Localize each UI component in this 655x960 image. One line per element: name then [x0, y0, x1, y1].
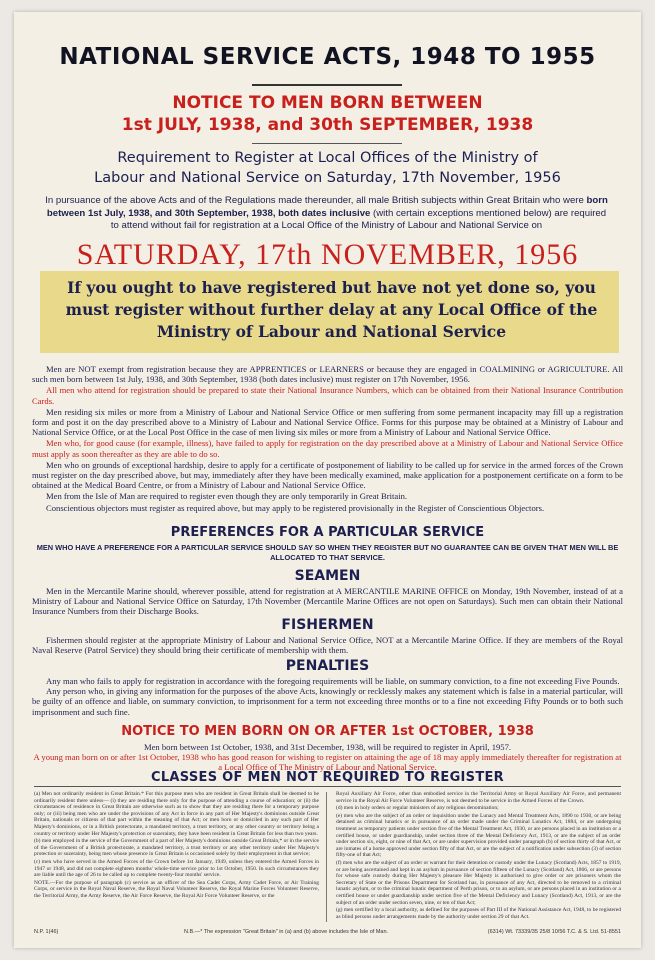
- intro-text-a: In pursuance of the above Acts and of the Regulations made thereunder, all male British subjects within Great Britain who were: [45, 195, 587, 206]
- preferences-text: MEN WHO HAVE A PREFERENCE FOR A PARTICULAR SERVICE SHOULD SAY SO WHEN THEY REGISTER BUT NO GUARANTEE CAN BE GIVEN THAT MEN WILL BE ALLOCATED TO THAT SERVICE.: [36, 543, 619, 562]
- penalties-heading: PENALTIES: [285, 658, 370, 674]
- fishermen-text: [32, 635, 623, 655]
- class-item: (g) men certified by a local authority, as defined for the purposes of Part III of the National Assistance Act, 1948, to be registered as blind persons under arrangements made by the authority under section 29 of that Act.: [336, 907, 621, 920]
- notice-divider: [252, 143, 402, 144]
- paragraph: Men who on grounds of exceptional hardship, desire to apply for a certificate of postponement of liability to be called up for service in the armed forces of the Crown must register on the day prescribed above, but may, immediately after they have been medically examined, make application for a postponement certificate on a form to be obtained at the Medical Board Centre, or from a Ministry of Labour and National Service Office.: [32, 459, 623, 491]
- registration-date: SATURDAY, 17th NOVEMBER, 1956: [76, 238, 579, 271]
- notice2-text: [32, 742, 623, 773]
- classes-heading: CLASSES OF MEN NOT REQUIRED TO REGISTER: [150, 770, 504, 785]
- title-divider: [252, 84, 402, 86]
- paragraph-red: All men who attend for registration should be prepared to state their National Insurance Numbers, which can be obtained from their National Insurance Contribution Cards.: [32, 385, 623, 406]
- class-item: (c) men who have served in the Armed Forces of the Crown before 1st January, 1949, unless they entered the Armed Forces in 1947 or 1948, and did not complete eighteen months' whole-time service prior to 1st October, 1950. In such circumstances they are liable until the age of 26 to be called up to complete twenty-four months' service.: [34, 858, 319, 879]
- class-item: (b) men employed in the service of the Government of a part of Her Majesty's dominions outside Great Britain,* or in the service of the Government of a British protectorate, a mandated territory, a trust territory or any other territory under Her Majesty's protection or suzerainty, being men whose presence in Great Britain is occasioned solely by their employment in that service;: [34, 838, 319, 858]
- poster: [14, 12, 641, 948]
- seamen-paragraph: Men in the Mercantile Marine should, wherever possible, attend for registration at A MERCANTILE MARINE OFFICE on Monday, 19th November, instead of at a Ministry of Labour and National Service Office on Saturday, 17th November (Mercantile Marine Offices are not open on Saturdays). Such men can obtain their National Insurance Numbers from their Discharge Books.: [32, 586, 623, 617]
- class-item: (e) men who are the subject of an order or inquisition under the Lunacy and Mental Treatment Acts, 1890 to 1930, or are being detained as criminal lunatics or in pursuance of an order made under the Criminal Lunatics Act, 1884, or are undergoing treatment as temporary patients under section five of the Mental Treatment Act, 1930, or are persons placed in an institution or a certified house, or under guardianship, under section three of the Mental Deficiency Act, 1913, or are the subject of an order under section six, eight, or nine of that Act, or are under supervision provided under paragraph (b) of section thirty of that Act, or are inmates of a home approved under section fifty of that Act, or are the subject of a notification under subsection (3) of section fifty-one of that Act;: [336, 812, 621, 859]
- seamen-text: [32, 586, 623, 617]
- notice2-line-1: Men born between 1st October, 1938, and 31st December, 1938, will be required to register in April, 1957.: [143, 742, 512, 752]
- page-title: NATIONAL SERVICE ACTS, 1948 TO 1955: [59, 44, 596, 70]
- intro-text-b: born between 1st July, 1938, and 30th September, 1938, both dates inclusive: [46, 195, 608, 219]
- notice-heading: [14, 92, 641, 136]
- intro-paragraph: [42, 195, 611, 233]
- seamen-heading: SEAMEN: [294, 568, 361, 584]
- footer-printer: (6314) Wt. 73339/35 25/8 10/56 T.C. & S. Ltd. 51-8551: [487, 929, 621, 935]
- fishermen-heading: FISHERMEN: [281, 617, 374, 633]
- paragraph: Men are NOT exempt from registration because they are APPRENTICES or LEARNERS or because they are engaged in COALMINING or AGRICULTURE. All such men born between 1st July, 1938, and 30th September, 1938 (both dates inclusive) must register on 17th November, 1956.: [32, 364, 623, 385]
- classes-right-column: [336, 791, 621, 921]
- requirement-line-2: Labour and National Service on Saturday, 17th November, 1956: [94, 170, 561, 186]
- penalties-text: [32, 676, 623, 717]
- fishermen-paragraph: Fishermen should register at the appropriate Ministry of Labour and National Service Office, NOT at a Mercantile Marine Office. If they are members of the Royal Naval Reserve (Patrol Service) they should bring their certificate of membership with them.: [32, 635, 623, 656]
- requirement-heading: [14, 148, 641, 188]
- intro-text-c: (with certain exceptions mentioned below) are required to attend without fail for registration at a Local Office of the Ministry of Labour and National Service on: [110, 207, 607, 231]
- penalties-paragraph-1: Any man who fails to apply for registration in accordance with the foregoing requirements will be liable, on summary conviction, to a fine not exceeding Five Pounds.: [46, 676, 620, 686]
- notice2-line-2: A young man born on or after 1st October, 1938 who has good reason for wishing to register on attaining the age of 18 may apply immediately thereafter for registration at a Local Office of The Ministry of Labour and National Service.: [33, 752, 622, 773]
- paragraph-red: Men who, for good cause (for example, illness), have failed to apply for registration on the day prescribed above at a Ministry of Labour and National Service Office must apply as soon thereafter as they are able to do so.: [32, 438, 623, 459]
- requirement-line-1: Requirement to Register at Local Offices of the Ministry of: [117, 150, 538, 166]
- notice-line-2: 1st JULY, 1938, and 30th SEPTEMBER, 1938: [121, 115, 534, 135]
- paragraph: Men from the Isle of Man are required to register even though they are only temporarily in Great Britain.: [46, 491, 408, 502]
- class-item: Royal Auxiliary Air Force, other than embodied service in the Territorial Army or Royal Auxiliary Air Force, and permanent service in the Royal Air Force Volunteer Reserve, is not deemed to be service in the Armed Forces of the Crown.: [336, 791, 621, 804]
- penalties-paragraph-2: Any person who, in giving any information for the purposes of the above Acts, knowingly or recklessly makes any statement which is false in a material particular, will be guilty of an offence and liable, on summary conviction, to imprisonment for a term not exceeding three months or to a fine not exceeding Fifty Pounds or to both such imprisonment and such fine.: [32, 686, 623, 717]
- footer-note: N.B.—* The expression "Great Britain" in (a) and (b) above includes the Isle of Man.: [184, 929, 389, 935]
- class-item: (a) Men not ordinarily resident in Great Britain.* For this purpose men who are resident in Great Britain shall be deemed to be ordinarily resident there unless— (i) they are residing there only for the purpose of attending a course of education; or (ii) the circumstances of residence in Great Britain are otherwise such as to show that they are residing there for a temporary purpose only; or (iii) being men who are under the provisions of any Act in force in any part of Her Majesty's dominions outside Great Britain, nationals or citizens of that part within the meaning of that Act; or men born or domiciled in any such part of Her Majesty's dominions, or in a British protectorate, a mandated territory, a trust territory, or any other country or territory being a country or territory under Her Majesty's protection or suzerainty, they have been resident in Great Britain for less than two years.: [34, 791, 319, 837]
- overlay-text: If you ought to have registered but have not yet done so, you must register without further delay at any Local Office of the Ministry of Labour and National Service: [65, 278, 598, 341]
- class-item: NOTE.—For the purpose of paragraph (c) service as an officer of the Sea Cadet Corps, Army Cadet Force, or Air Training Corps, or service in the Royal Naval Reserve, the Royal Naval Volunteer Reserve, the Royal Marine Forces Volunteer Reserve, the Territorial Army, the Army Reserve, the Air Force Reserve, the Royal Air Force Volunteer Reserve, or the: [34, 879, 319, 899]
- column-divider: [326, 792, 327, 922]
- classes-divider: [34, 786, 621, 787]
- notice-line-1: NOTICE TO MEN BORN BETWEEN: [172, 93, 483, 113]
- body-paragraphs: [32, 364, 623, 514]
- footer-code: N.P. 1(46): [34, 929, 59, 935]
- paragraph: Men residing six miles or more from a Ministry of Labour and National Service Office or men suffering from some permanent incapacity may fill up a registration form and post it on the day prescribed above to a Ministry of Labour and National Service Office. Forms for this purpose may be obtained at a Ministry of Labour and National Service Office, or at the Local Post Office in the case of men living six miles or more from a Ministry of Labour and National Service Office.: [32, 406, 623, 438]
- class-item: (d) men in holy orders or regular ministers of any religious denomination;: [336, 805, 499, 812]
- preferences-heading: PREFERENCES FOR A PARTICULAR SERVICE: [170, 525, 485, 540]
- notice2-heading: NOTICE TO MEN BORN ON OR AFTER 1st OCTOBER, 1938: [121, 724, 534, 739]
- class-item: (f) men who are the subject of an order or warrant for their detention or custody under the Lunacy (Scotland) Acts, 1857 to 1919, or are being ascertained and kept in an asylum in pursuance of section fifteen of the Lunacy (Scotland) Act, 1866, or are persons for whose safe custody during Her Majesty's pleasure Her Majesty is authorised to give order or are prisoners whom the Secretary of State or the Prisons Department for Scotland has, in pursuance of any Act, directed to be removed to a criminal lunatic asylum, or to the criminal lunatic department of Perth prison, or to an asylum, or are persons placed in an institution or a certified house or under guardianship under section five of the Mental Deficiency and Lunacy (Scotland) Act, 1913, or are the subject of an order under section seven, nine, or ten of that Act;: [336, 859, 621, 906]
- paragraph: Conscientious objectors must register as required above, but may apply to be registered provisionally in the Register of Conscientious Objectors.: [46, 502, 545, 513]
- classes-left-column: [34, 791, 319, 901]
